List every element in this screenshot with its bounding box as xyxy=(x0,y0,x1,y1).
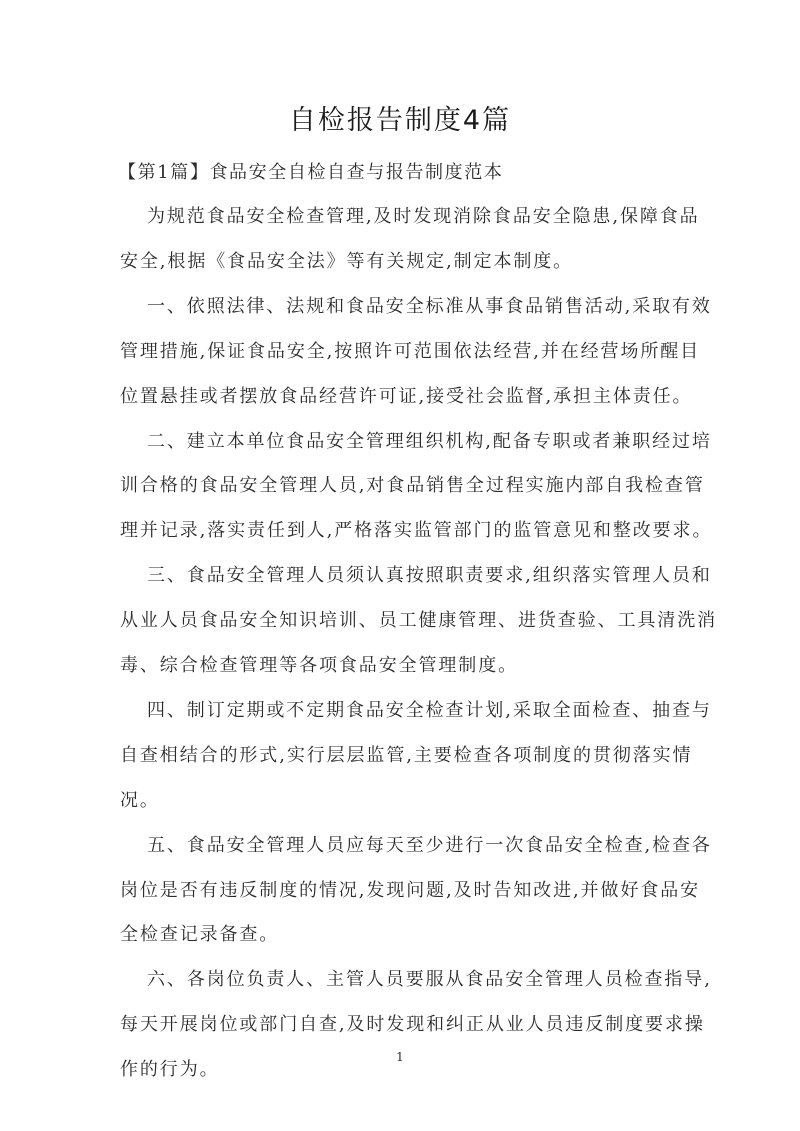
text-line: 全检查记录备查。 xyxy=(120,924,280,946)
text-line: 四、制订定期或不定期食品安全检查计划,采取全面检查、抽查与 xyxy=(147,699,712,721)
text-line: 位置悬挂或者摆放食品经营许可证,接受社会监督,承担主体责任。 xyxy=(120,385,693,407)
text-line: 五、食品安全管理人员应每天至少进行一次食品安全检查,检查各 xyxy=(147,834,712,856)
text-line: 一、依照法律、法规和食品安全标准从事食品销售活动,采取有效 xyxy=(147,295,712,317)
text-line: 为规范食品安全检查管理,及时发现消除食品安全隐患,保障食品 xyxy=(147,206,700,227)
text-line: 理并记录,落实责任到人,严格落实监管部门的监管意见和整改要求。 xyxy=(120,520,713,542)
text-line: 况。 xyxy=(120,789,160,811)
text-line: 安全,根据《食品安全法》等有关规定,制定本制度。 xyxy=(120,250,574,272)
text-line: 训合格的食品安全管理人员,对食品销售全过程实施内部自我检查管 xyxy=(120,475,705,497)
text-line: 从业人员食品安全知识培训、员工健康管理、进货查验、工具清洗消 xyxy=(120,610,717,632)
text-line: 每天开展岗位或部门自查,及时发现和纠正从业人员违反制度要求操 xyxy=(120,1014,705,1036)
page-number: 1 xyxy=(396,1050,404,1064)
text-line: 自查相结合的形式,实行层层监管,主要检查各项制度的贯彻落实情 xyxy=(120,744,693,766)
text-line: 三、食品安全管理人员须认真按照职责要求,组织落实管理人员和 xyxy=(147,565,712,587)
section-heading: 【第1篇】食品安全自检自查与报告制度范本 xyxy=(118,162,504,183)
text-line: 管理措施,保证食品安全,按照许可范围依法经营,并在经营场所醒目 xyxy=(120,340,701,362)
text-line: 作的行为。 xyxy=(120,1059,220,1081)
text-line: 岗位是否有违反制度的情况,发现问题,及时告知改进,并做好食品安 xyxy=(120,879,701,901)
document-title: 自检报告制度4篇 xyxy=(288,105,512,136)
text-line: 六、各岗位负责人、主管人员要服从食品安全管理人员检查指导, xyxy=(147,969,712,991)
text-line: 毒、综合检查管理等各项食品安全管理制度。 xyxy=(120,655,518,676)
text-line: 二、建立本单位食品安全管理组织机构,配备专职或者兼职经过培 xyxy=(147,430,712,452)
